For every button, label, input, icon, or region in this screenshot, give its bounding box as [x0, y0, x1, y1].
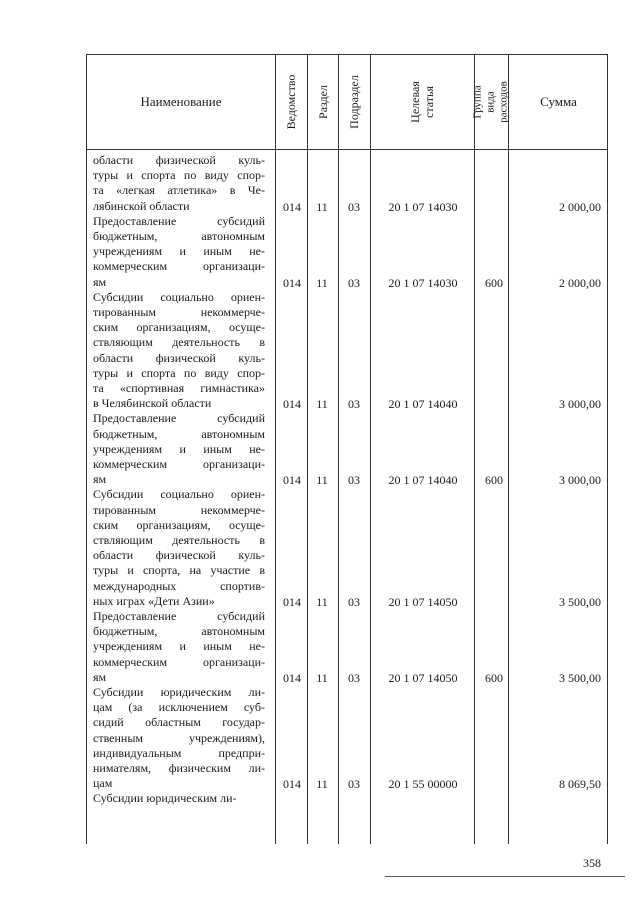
- cell-vedomstvo: 014: [283, 397, 301, 412]
- cell-summa: 3 000,00: [559, 473, 601, 488]
- description-line: учреждениям и иным не-: [93, 639, 265, 654]
- column-divider: [508, 55, 509, 844]
- page-number: 358: [583, 856, 601, 870]
- description-line: бюджетным, автономным: [93, 426, 265, 441]
- row-description: [93, 487, 265, 609]
- description-line: ственным учреждениям),: [93, 730, 265, 745]
- cell-razdel: 11: [316, 473, 328, 488]
- description-line: та «спортивная гимнастика»: [93, 381, 265, 396]
- description-line: Субсидии юридическим ли-: [93, 791, 237, 806]
- description-line: цам: [93, 776, 113, 791]
- cell-celevaya: 20 1 07 14040: [388, 473, 458, 488]
- cell-vedomstvo: 014: [283, 777, 301, 792]
- header-razdel-label: Раздел: [315, 85, 330, 119]
- column-divider: [275, 55, 276, 844]
- cell-podrazdel: 03: [348, 777, 360, 792]
- cell-summa: 2 000,00: [559, 275, 601, 290]
- description-line: туры и спорта по виду спор-: [93, 168, 265, 183]
- header-gruppa-label: Группа вида расходов: [471, 81, 510, 123]
- header-name-label: Наименование: [140, 94, 222, 109]
- description-line: ных играх «Дети Азии»: [93, 593, 215, 608]
- description-line: области физической куль-: [93, 153, 265, 167]
- description-line: Субсидии социально ориен-: [93, 487, 265, 502]
- description-line: коммерческим организаци-: [93, 457, 265, 471]
- budget-table: [86, 54, 608, 844]
- description-line: ям: [93, 472, 107, 487]
- cell-summa: 3 500,00: [559, 594, 601, 609]
- header-vedomstvo-label: Ведомство: [284, 74, 298, 130]
- cell-razdel: 11: [316, 397, 328, 412]
- description-line: Субсидии юридическим ли-: [93, 685, 265, 699]
- column-divider: [474, 55, 475, 844]
- header-summa: [508, 55, 609, 149]
- cell-podrazdel: 03: [348, 397, 360, 412]
- description-line: Предоставление субсидий: [93, 609, 265, 623]
- description-line: цам (за исключением суб-: [93, 700, 265, 715]
- description-line: Предоставление субсидий: [93, 411, 265, 426]
- description-line: ствляющим деятельность в: [93, 533, 265, 547]
- row-description: [93, 290, 265, 412]
- row-description: [93, 609, 265, 685]
- cell-celevaya: 20 1 07 14050: [388, 594, 458, 609]
- description-line: ям: [93, 669, 107, 684]
- footer-rule: [385, 876, 625, 877]
- cell-summa: 2 000,00: [559, 199, 601, 214]
- cell-vedomstvo: 014: [283, 594, 301, 609]
- cell-gruppa: 600: [485, 275, 503, 290]
- column-divider: [307, 55, 308, 844]
- cell-razdel: 11: [316, 777, 328, 792]
- cell-podrazdel: 03: [348, 473, 360, 488]
- description-line: ским организациям, осуще-: [93, 320, 265, 335]
- header-vedomstvo: [275, 55, 307, 149]
- description-line: учреждениям и иным не-: [93, 244, 265, 259]
- description-line: та «легкая атлетика» в Че-: [93, 183, 265, 198]
- cell-podrazdel: 03: [348, 199, 360, 214]
- description-line: Субсидии социально ориен-: [93, 289, 265, 304]
- header-name: [87, 55, 275, 149]
- description-line: ям: [93, 274, 107, 289]
- cell-razdel: 11: [316, 594, 328, 609]
- description-line: туры и спорта по виду спор-: [93, 365, 265, 380]
- header-celevaya: [370, 55, 474, 149]
- cell-gruppa: 600: [485, 473, 503, 488]
- cell-vedomstvo: 014: [283, 473, 301, 488]
- cell-razdel: 11: [316, 275, 328, 290]
- description-line: индивидуальным предпри-: [93, 745, 265, 760]
- cell-summa: 3 000,00: [559, 397, 601, 412]
- row-description: [93, 791, 265, 806]
- description-line: коммерческим организаци-: [93, 259, 265, 274]
- description-line: ским организациям, осуще-: [93, 517, 265, 532]
- cell-razdel: 11: [316, 199, 328, 214]
- header-divider: [87, 149, 607, 150]
- column-divider: [338, 55, 339, 844]
- cell-podrazdel: 03: [348, 670, 360, 685]
- cell-vedomstvo: 014: [283, 670, 301, 685]
- row-description: [93, 685, 265, 791]
- row-description: [93, 411, 265, 487]
- cell-celevaya: 20 1 07 14030: [388, 199, 458, 214]
- header-razdel: [307, 55, 338, 149]
- description-line: сидий областным государ-: [93, 715, 265, 730]
- header-celevaya-label: Целевая статья: [408, 81, 436, 123]
- column-divider: [370, 55, 371, 844]
- description-line: нимателям, физическим ли-: [93, 761, 265, 776]
- description-line: области физической куль-: [93, 350, 265, 365]
- description-line: тированным некоммерче-: [93, 305, 265, 319]
- cell-celevaya: 20 1 07 14040: [388, 397, 458, 412]
- cell-vedomstvo: 014: [283, 199, 301, 214]
- row-description: [93, 153, 265, 214]
- cell-summa: 8 069,50: [559, 777, 601, 792]
- description-line: ствляющим деятельность в: [93, 335, 265, 350]
- cell-celevaya: 20 1 07 14050: [388, 670, 458, 685]
- cell-vedomstvo: 014: [283, 275, 301, 290]
- header-podrazdel: [338, 55, 370, 149]
- description-line: тированным некоммерче-: [93, 502, 265, 517]
- description-line: бюджетным, автономным: [93, 229, 265, 243]
- cell-celevaya: 20 1 55 00000: [388, 777, 458, 792]
- header-podrazdel-label: Подраздел: [347, 75, 361, 129]
- description-line: Предоставление субсидий: [93, 213, 265, 228]
- description-line: туры и спорта, на участие в: [93, 563, 265, 578]
- cell-podrazdel: 03: [348, 275, 360, 290]
- cell-summa: 3 500,00: [559, 670, 601, 685]
- description-line: международных спортив-: [93, 578, 265, 593]
- cell-gruppa: 600: [485, 670, 503, 685]
- row-description: [93, 214, 265, 290]
- cell-podrazdel: 03: [348, 594, 360, 609]
- description-line: лябинской области: [93, 198, 190, 213]
- cell-celevaya: 20 1 07 14030: [388, 275, 458, 290]
- description-line: области физической куль-: [93, 548, 265, 563]
- cell-razdel: 11: [316, 670, 328, 685]
- header-summa-label: Сумма: [540, 94, 577, 109]
- description-line: в Челябинской области: [93, 396, 212, 411]
- description-line: бюджетным, автономным: [93, 624, 265, 639]
- description-line: коммерческим организаци-: [93, 654, 265, 669]
- header-gruppa: [471, 55, 510, 149]
- description-line: учреждениям и иным не-: [93, 441, 265, 456]
